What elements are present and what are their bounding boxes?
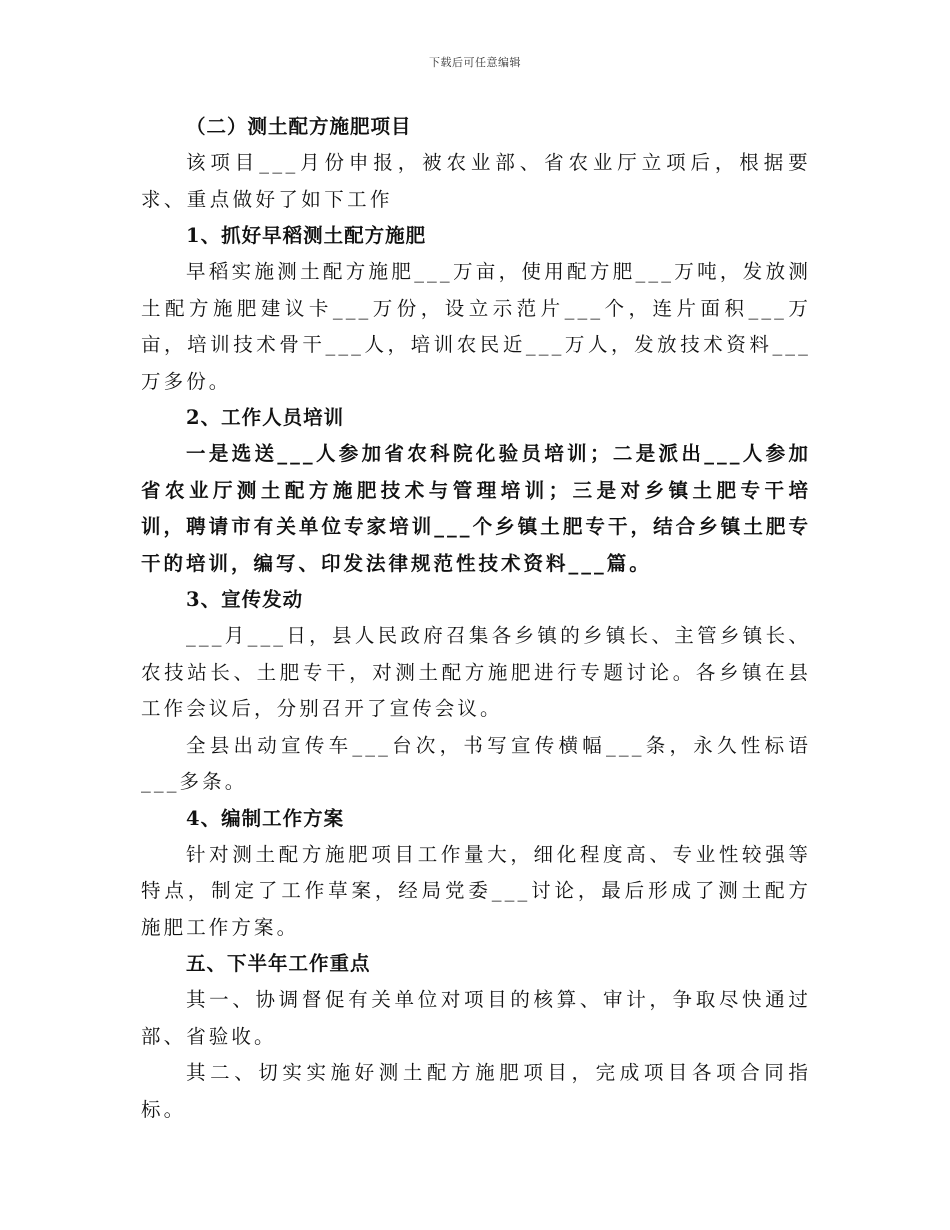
section-title-5: 五、下半年工作重点: [186, 952, 371, 975]
section-5-item-1: 其一、协调督促有关单位对项目的核算、审计，争取尽快通过部、省验收。: [141, 988, 811, 1048]
item-3-body-2: 全县出动宣传车___台次，书写宣传横幅___条，永久性标语___多条。: [141, 733, 811, 793]
item-3-title: 3、宣传发动: [186, 588, 304, 611]
item-1-body: 早稻实施测土配方施肥___万亩，使用配方肥___万吨，发放测土配方施肥建议卡___万份，设立示范片___个，连片面积___万亩，培训技术骨干___人，培训农民近___万人，发放技术资料___万多份。: [141, 260, 811, 393]
item-3-body-1: ___月___日，县人民政府召集各乡镇的乡镇长、主管乡镇长、农技站长、土肥专干，对测土配方施肥进行专题讨论。各乡镇在县工作会议后，分别召开了宣传会议。: [141, 624, 811, 720]
section-5-item-2: 其二、切实实施好测土配方施肥项目，完成项目各项合同指标。: [141, 1061, 811, 1121]
item-4-title: 4、编制工作方案: [186, 806, 345, 830]
item-4-body: 针对测土配方施肥项目工作量大，细化程度高、专业性较强等特点，制定了工作草案，经局党委___讨论，最后形成了测土配方施肥工作方案。: [141, 842, 811, 939]
section-title-2: （二）测土配方施肥项目: [186, 115, 412, 138]
item-2-title: 2、工作人员培训: [186, 406, 345, 429]
section-2-intro: 该项目___月份申报，被农业部、省农业厅立项后，根据要求、重点做好了如下工作: [141, 151, 811, 211]
item-2-body: 一是选送___人参加省农科院化验员培训；二是派出___人参加省农业厅测土配方施肥技术与管理培训；三是对乡镇土肥专干培训，聘请市有关单位专家培训___个乡镇土肥专干，结合乡镇土肥专干的培训，编写、印发法律规范性技术资料___篇。: [141, 442, 811, 575]
page-header-note: 下载后可任意编辑: [429, 56, 521, 69]
item-1-title: 1、抓好早稻测土配方施肥: [186, 224, 427, 247]
document-body: [141, 109, 811, 1128]
